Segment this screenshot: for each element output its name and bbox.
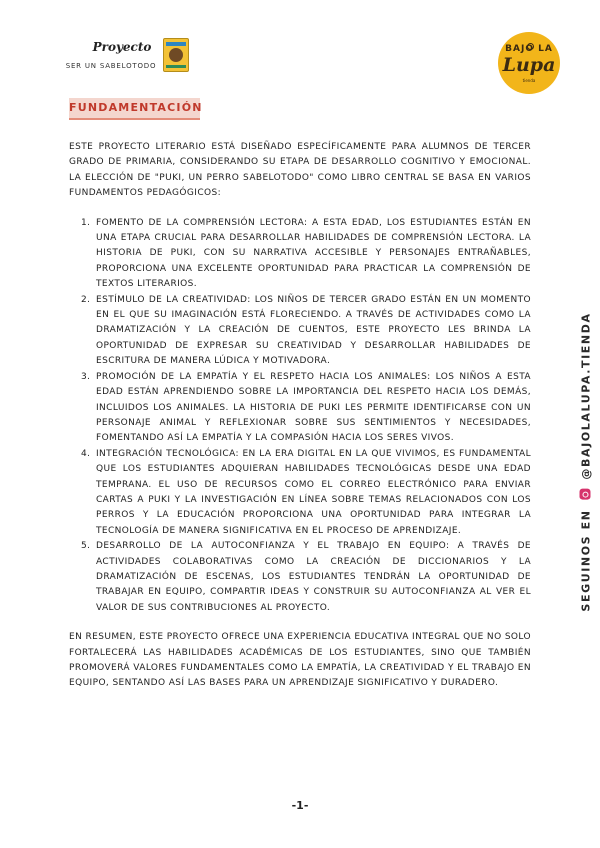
page-number: -1- xyxy=(291,799,309,812)
list-item-number: 2. xyxy=(81,294,91,305)
document-body xyxy=(69,140,531,692)
list-item-text: FOMENTO DE LA COMPRENSIÓN LECTORA: A ESTA EDAD, LOS ESTUDIANTES ESTÁN EN UNA ETAPA CRUCIAL PARA DESARROLLAR HABILIDADES DE COMPRENSIÓN LECTORA. LA HISTORIA DE PUKI, CON SU NARRATIVA ACCESIBLE Y PERSONAJES ENTRAÑABLES, PROPORCIONA UNA EXCELENTE OPORTUNIDAD PARA PRACTICAR LA COMPRENSIÓN DE TEXTOS LITERARIOS. xyxy=(96,217,531,290)
list-item-text: INTEGRACIÓN TECNOLÓGICA: EN LA ERA DIGITAL EN LA QUE VIVIMOS, ES FUNDAMENTAL QUE LOS ESTUDIANTES ADQUIERAN HABILIDADES TECNOLÓGICAS DESDE UNA EDAD TEMPRANA. EL USO DE RECURSOS COMO EL CORREO ELECTRÓNICO PARA ENVIAR CARTAS A PUKI Y LA INVESTIGACIÓN EN LÍNEA SOBRE TEMAS RELACIONADOS CON LOS PERROS Y LA EDUCACIÓN PROPORCIONA UNA OPORTUNIDAD PARA INTEGRAR LA TECNOLOGÍA DE MANERA SIGNIFICATIVA EN EL PROCESO DE APRENDIZAJE. xyxy=(96,448,531,536)
book-cover-image xyxy=(163,38,189,72)
list-item-number: 3. xyxy=(81,371,91,382)
conclusion-paragraph: EN RESUMEN, ESTE PROYECTO OFRECE UNA EXPERIENCIA EDUCATIVA INTEGRAL QUE NO SOLO FORTALECERÁ LAS HABILIDADES ACADÉMICAS DE LOS ESTUDIANTES, SINO QUE TAMBIÉN PROMOVERÁ VALORES FUNDAMENTALES COMO LA EMPATÍA, LA CREATIVIDAD Y EL TRABAJO EN EQUIPO, SENTANDO ASÍ LAS BASES PARA UN APRENDIZAJE SIGNIFICATIVO Y DURADERO. xyxy=(69,632,531,689)
project-title: Proyecto xyxy=(92,40,152,54)
list-item-number: 5. xyxy=(81,541,91,552)
project-subtitle: SER UN SABELOTODO xyxy=(65,62,157,70)
instagram-icon xyxy=(580,489,591,500)
section-heading: FUNDAMENTACIÓN xyxy=(69,98,200,120)
magnifier-icon xyxy=(527,43,534,50)
social-prefix: SEGUINOS EN xyxy=(579,509,593,612)
social-handle: @BAJOLALUPA.TIENDA xyxy=(579,312,593,480)
list-item-number: 1. xyxy=(81,217,91,228)
fundamentos-list xyxy=(69,216,531,617)
brand-logo xyxy=(498,32,560,94)
list-item xyxy=(69,447,531,539)
social-handle-vertical xyxy=(580,312,593,611)
list-item xyxy=(69,216,531,293)
list-item xyxy=(69,539,531,616)
list-item xyxy=(69,293,531,370)
list-item-text: ESTÍMULO DE LA CREATIVIDAD: LOS NIÑOS DE TERCER GRADO ESTÁN EN UN MOMENTO EN EL QUE SU IMAGINACIÓN ESTÁ FLORECIENDO. A TRAVÉS DE ACTIVIDADES COMO LA DRAMATIZACIÓN Y LA CREACIÓN DE CUENTOS, ESTE PROYECTO LES BRINDA LA OPORTUNIDAD DE EXPRESAR SU CREATIVIDAD Y DESARROLLAR HABILIDADES DE ESCRITURA DE MANERA LÚDICA Y MOTIVADORA. xyxy=(96,294,531,367)
logo-line-2: Lupa xyxy=(502,54,556,76)
logo-line-3: tienda xyxy=(522,78,536,83)
logo-line-1: BAJO LA xyxy=(505,44,553,54)
list-item xyxy=(69,370,531,447)
list-item-text: DESARROLLO DE LA AUTOCONFIANZA Y EL TRABAJO EN EQUIPO: A TRAVÉS DE ACTIVIDADES COLABORATIVAS COMO LA CREACIÓN DE DICCIONARIOS Y LA DRAMATIZACIÓN DE ESCENAS, LOS ESTUDIANTES TENDRÁN LA OPORTUNIDAD DE TRABAJAR EN EQUIPO, COMPARTIR IDEAS Y CONSTRUIR SU AUTOCONFIANZA AL VER EL VALOR DE SUS CONTRIBUCIONES AL PROYECTO. xyxy=(96,541,531,613)
list-item-number: 4. xyxy=(81,448,91,459)
intro-paragraph: ESTE PROYECTO LITERARIO ESTÁ DISEÑADO ESPECÍFICAMENTE PARA ALUMNOS DE TERCER GRADO DE PRIMARIA, CONSIDERANDO SU ETAPA DE DESARROLLO COGNITIVO Y EMOCIONAL. LA ELECCIÓN DE "PUKI, UN PERRO SABELOTODO" COMO LIBRO CENTRAL SE BASA EN VARIOS FUNDAMENTOS PEDAGÓGICOS: xyxy=(69,142,531,199)
list-item-text: PROMOCIÓN DE LA EMPATÍA Y EL RESPETO HACIA LOS ANIMALES: LOS NIÑOS A ESTA EDAD ESTÁN APRENDIENDO SOBRE LA IMPORTANCIA DEL RESPETO HACIA LOS DEMÁS, INCLUIDOS LOS ANIMALES. LA HISTORIA DE PUKI LES PERMITE IDENTIFICARSE CON UN PERSONAJE ANIMAL Y REFLEXIONAR SOBRE SUS SENTIMIENTOS Y NECESIDADES, FOMENTANDO ASÍ LA EMPATÍA Y LA COMPASIÓN HACIA LOS SERES VIVOS. xyxy=(96,371,531,444)
